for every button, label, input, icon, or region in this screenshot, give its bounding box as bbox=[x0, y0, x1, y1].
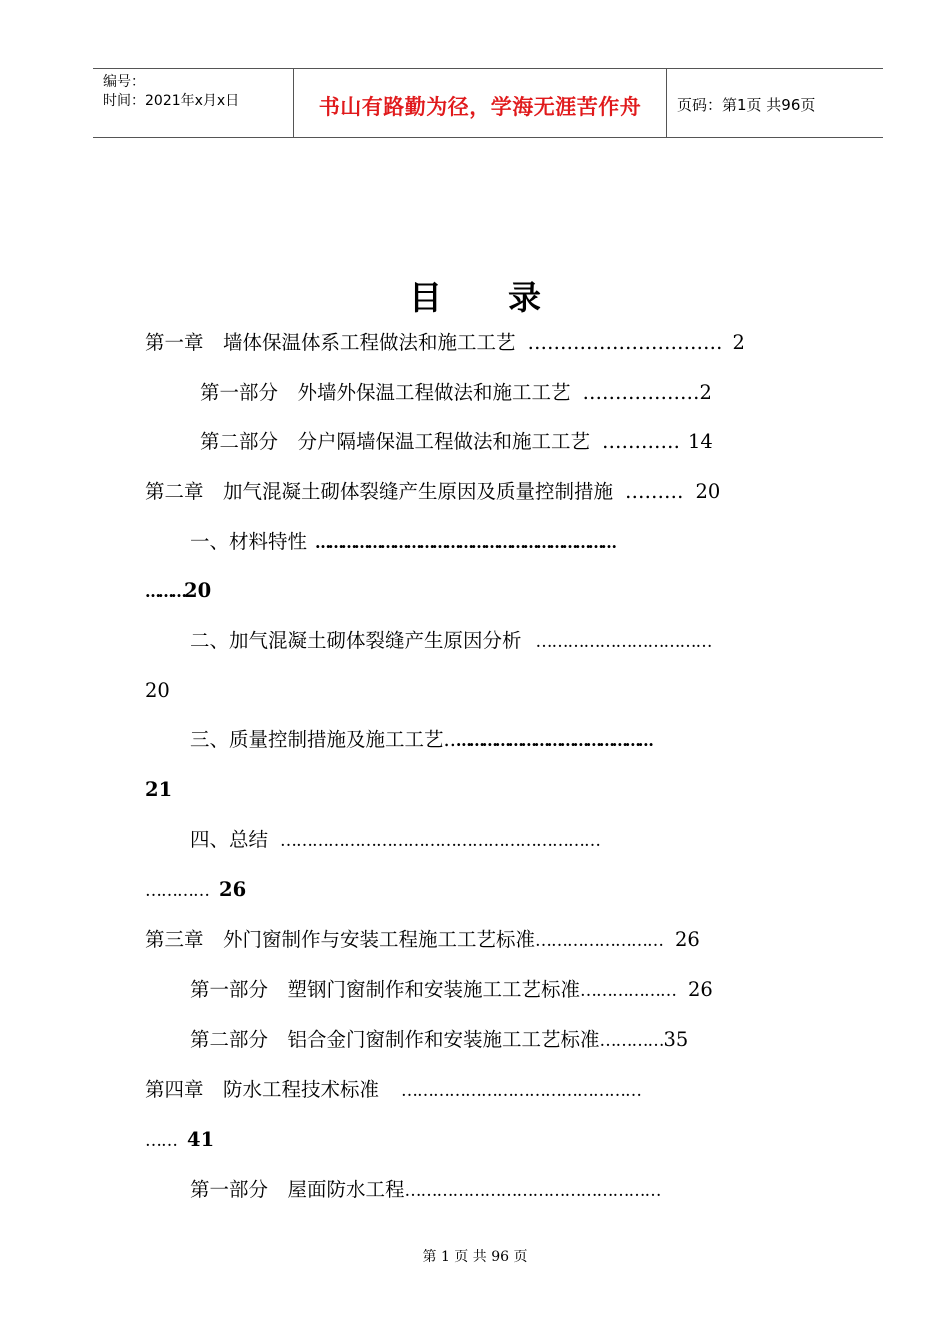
toc-entry-dots: …………………………………………………… bbox=[280, 831, 601, 851]
toc-entry-label: 第二部分 铝合金门窗制作和安装施工工艺标准 bbox=[190, 1028, 600, 1051]
toc-entry-dots: ……………………………………… bbox=[401, 1081, 642, 1101]
toc-entry-dots: …………………………………………………………… bbox=[315, 533, 615, 552]
page-header bbox=[93, 68, 883, 138]
toc-entry-dots: ………………………………………… bbox=[404, 1181, 661, 1201]
toc-entry-page: 20 bbox=[145, 679, 170, 702]
toc-entry-dots: ……………………………………… bbox=[455, 731, 651, 750]
toc-entry bbox=[145, 330, 745, 356]
toc-entry-dots: ……… bbox=[145, 582, 184, 601]
toc-entry bbox=[190, 628, 712, 655]
toc-entry bbox=[200, 429, 713, 455]
motto: 书山有路勤为径，学海无涯苦作舟 bbox=[318, 95, 642, 119]
toc-entry-page: 2 bbox=[732, 331, 745, 354]
toc-entry-label: 三、质量控制措施及施工工艺.. bbox=[190, 728, 456, 751]
toc-entry-label: 第二部分 分户隔墙保温工程做法和施工工艺 bbox=[200, 430, 591, 453]
toc-entry-page: 26 bbox=[219, 878, 247, 901]
toc-entry-label: 第二章 加气混凝土砌体裂缝产生原因及质量控制措施 bbox=[145, 480, 614, 503]
toc-entry-page: 26 bbox=[675, 928, 700, 951]
toc-entry bbox=[145, 479, 720, 505]
toc-entry-label: 四、总结 bbox=[190, 828, 269, 851]
toc-entry-continuation bbox=[145, 777, 172, 803]
toc-entry-dots: ………… bbox=[602, 430, 681, 453]
toc-entry bbox=[145, 927, 700, 954]
toc-entry-page: 26 bbox=[688, 978, 713, 1001]
toc-entry-page: 41 bbox=[187, 1128, 215, 1151]
header-meta-cell bbox=[93, 69, 294, 137]
toc-entry-dots: ……………… bbox=[582, 381, 700, 404]
toc-entry-continuation bbox=[145, 678, 170, 704]
toc-entry bbox=[190, 727, 651, 754]
toc-entry-dots: …… bbox=[145, 1131, 177, 1151]
toc-entry-label: 一、材料特性 bbox=[190, 530, 308, 553]
toc-entry bbox=[200, 380, 712, 406]
toc-entry bbox=[190, 1027, 688, 1054]
toc-entry-label: 第三章 外门窗制作与安装工程施工工艺标准 bbox=[145, 928, 536, 951]
time-label: 时间：2021年x月x日 bbox=[103, 93, 240, 109]
toc-entry-page: 14 bbox=[688, 430, 713, 453]
toc-entry bbox=[190, 529, 614, 556]
toc-entry-continuation bbox=[145, 578, 211, 605]
toc-entry-page: 21 bbox=[145, 778, 173, 801]
toc-entry-label: 第四章 防水工程技术标准 bbox=[145, 1078, 380, 1101]
toc-entry-dots: ………… bbox=[599, 1031, 664, 1051]
toc-title: 目 录 bbox=[409, 278, 541, 317]
number-label: 编号： bbox=[103, 74, 145, 90]
toc-entry-dots: ……………… bbox=[580, 981, 677, 1001]
toc-entry bbox=[190, 1177, 661, 1204]
toc-entry-label: 第一部分 屋面防水工程 bbox=[190, 1178, 405, 1201]
toc-entry-dots: …………………………… bbox=[535, 632, 712, 652]
page-code: 页码：第1页 共96页 bbox=[677, 96, 816, 114]
toc-entry-page: 20 bbox=[184, 579, 212, 602]
toc-entry bbox=[145, 1077, 641, 1104]
toc-entry-label: 二、加气混凝土砌体裂缝产生原因分析 bbox=[190, 629, 522, 652]
toc-entry-continuation bbox=[145, 877, 246, 904]
toc-entry-dots: ………………………… bbox=[527, 331, 723, 354]
page-footer: 第 1 页 共 96 页 bbox=[422, 1249, 528, 1265]
toc-entry-dots: ………… bbox=[145, 881, 209, 901]
toc-entry bbox=[190, 827, 600, 854]
toc-entry-continuation bbox=[145, 1127, 214, 1154]
toc-entry-label: 第一部分 外墙外保温工程做法和施工工艺 bbox=[200, 381, 571, 404]
toc-entry-dots: ……… bbox=[625, 480, 684, 503]
toc-entry-label: 第一部分 塑钢门窗制作和安装施工工艺标准 bbox=[190, 978, 581, 1001]
toc-entry-page: 35 bbox=[663, 1028, 689, 1051]
toc-entry bbox=[190, 977, 713, 1004]
toc-entry-page: 20 bbox=[695, 480, 721, 503]
toc-entry-page: 2 bbox=[699, 381, 712, 404]
header-page-cell bbox=[667, 69, 883, 137]
header-motto-cell bbox=[294, 69, 667, 137]
toc-entry-dots: …………………… bbox=[535, 931, 664, 951]
toc-entry-label: 第一章 墙体保温体系工程做法和施工工艺 bbox=[145, 331, 516, 354]
